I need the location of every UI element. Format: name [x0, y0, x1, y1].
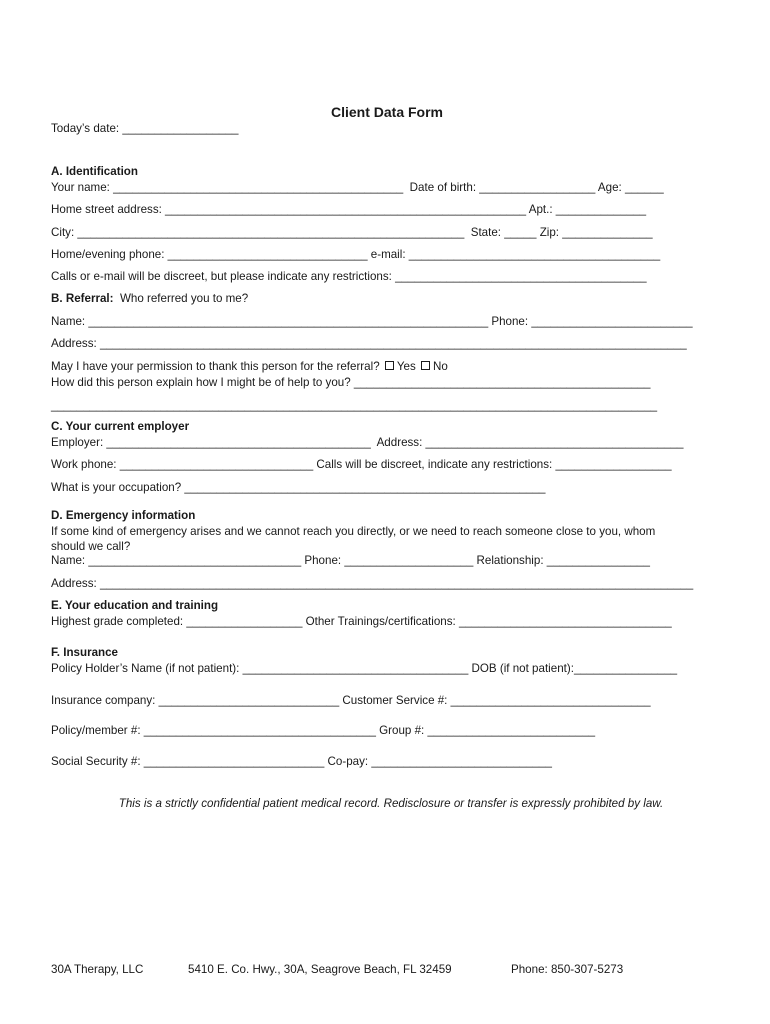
footer-phone: Phone: 850-307-5273 — [511, 963, 624, 976]
section-b-heading — [51, 292, 248, 306]
insurance-company-line[interactable]: Insurance company: ____________________________ Customer Service #: _______________________________ — [51, 694, 651, 707]
policy-holder-line[interactable]: Policy Holder’s Name (if not patient): ___________________________________ DOB (if not patient):________________ — [51, 662, 678, 675]
education-line[interactable]: Highest grade completed: __________________ Other Trainings/certifications: _________________________________ — [51, 615, 672, 628]
yes-checkbox[interactable] — [385, 361, 394, 370]
confidentiality-notice: This is a strictly confidential patient medical record. Redisclosure or transfer is expressly prohibited by law. — [118, 797, 664, 810]
section-d-heading: D. Emergency information — [51, 509, 196, 522]
referral-address-line[interactable]: Address: ___________________________________________________________________________________________ — [51, 337, 687, 350]
emergency-name-line[interactable]: Name: _________________________________ Phone: ____________________ Relationship: ________________ — [51, 554, 650, 567]
employer-address-line[interactable]: Employer: _________________________________________ Address: ________________________________________ — [51, 436, 684, 449]
emergency-address-line[interactable]: Address: ____________________________________________________________________________________________ — [51, 577, 694, 590]
emergency-text-line-1: If some kind of emergency arises and we cannot reach you directly, or we need to reach someone close to you, whom — [51, 525, 656, 538]
calls-restrictions-line[interactable]: Calls or e-mail will be discreet, but please indicate any restrictions: _______________________________________ — [51, 270, 647, 283]
form-title: Client Data Form — [330, 104, 443, 120]
policy-member-line[interactable]: Policy/member #: ____________________________________ Group #: __________________________ — [51, 724, 596, 737]
todays-date-field[interactable]: Today’s date: __________________ — [51, 122, 239, 135]
yes-label: Yes — [396, 360, 416, 373]
section-a-heading: A. Identification — [51, 165, 138, 178]
section-e-heading: E. Your education and training — [51, 599, 219, 612]
social-security-line[interactable]: Social Security #: ____________________________ Co-pay: ____________________________ — [51, 755, 552, 768]
section-c-heading: C. Your current employer — [51, 420, 190, 433]
work-phone-line[interactable]: Work phone: ______________________________ Calls will be discreet, indicate any restrictions: __________________ — [51, 458, 672, 471]
permission-question: May I have your permission to thank this person for the referral? — [51, 360, 380, 373]
home-address-line[interactable]: Home street address: ________________________________________________________ Apt.: ______________ — [51, 203, 647, 216]
section-f-heading: F. Insurance — [51, 646, 119, 659]
city-state-zip-line[interactable]: City: ____________________________________________________________ State: _____ Zip: ______________ — [51, 226, 653, 239]
emergency-text-line-2: should we call? — [51, 540, 131, 553]
no-label: No — [433, 360, 448, 373]
section-b-question: Who referred you to me? — [113, 292, 249, 305]
home-phone-email-line[interactable]: Home/evening phone: _______________________________ e-mail: _______________________________________ — [51, 248, 661, 261]
your-name-line[interactable]: Your name: _____________________________________________ Date of birth: __________________ Age: ______ — [51, 181, 664, 194]
footer-company: 30A Therapy, LLC — [51, 963, 144, 976]
footer-address: 5410 E. Co. Hwy., 30A, Seagrove Beach, FL 32459 — [188, 963, 452, 976]
referral-explain-line[interactable]: How did this person explain how I might be of help to you? ______________________________________________ — [51, 376, 651, 389]
occupation-line[interactable]: What is your occupation? ________________________________________________________ — [51, 481, 546, 494]
referral-explain-blank-line[interactable]: ______________________________________________________________________________________________ — [51, 399, 658, 412]
referral-name-phone-line[interactable]: Name: ______________________________________________________________ Phone: _________________________ — [51, 315, 693, 328]
section-b-label: B. Referral: — [51, 292, 114, 305]
no-checkbox[interactable] — [421, 361, 430, 370]
referral-permission-line — [51, 360, 448, 374]
